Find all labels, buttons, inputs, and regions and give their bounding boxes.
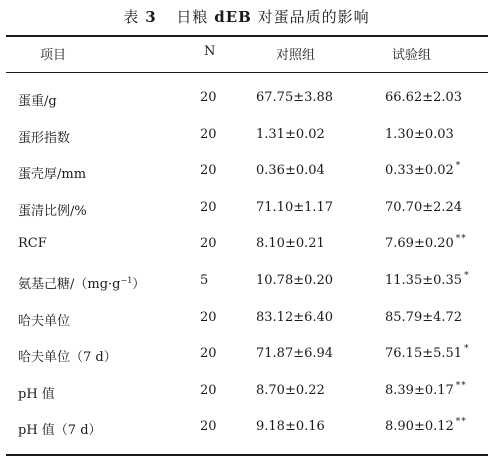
row-test-value: 0.33±0.02 (385, 163, 454, 179)
row-item-main: 氨基己糖/（mg·g (18, 276, 121, 292)
row-item: 哈夫单位 (18, 313, 71, 329)
table-top-rule (6, 35, 488, 37)
table-title-text-after: 对蛋品质的影响 (251, 8, 370, 26)
row-control: 71.10±1.17 (256, 199, 334, 215)
row-item: pH 值（7 d） (18, 423, 102, 439)
table-title-text-before: 日粮 (176, 8, 215, 26)
row-item-superscript: −1 (120, 275, 133, 285)
row-test-value: 66.62±2.03 (385, 90, 463, 105)
table-title-highlight: dEB (214, 8, 252, 26)
table-row (0, 236, 493, 273)
table-header-rule (6, 72, 488, 73)
row-n: 20 (200, 90, 217, 105)
row-item: 蛋壳厚/mm (18, 167, 87, 183)
row-n: 5 (200, 272, 209, 288)
header-item: 项目 (40, 48, 67, 63)
row-control: 67.75±3.88 (256, 90, 334, 105)
row-test-value: 7.69±0.20 (385, 236, 454, 252)
table-row (0, 200, 493, 237)
row-significance: ** (455, 417, 467, 428)
row-test-value: 70.70±2.24 (385, 199, 463, 215)
table-row (0, 270, 493, 310)
row-significance: * (464, 344, 470, 355)
row-item: 蛋形指数 (18, 130, 71, 146)
table-body (0, 90, 493, 456)
row-item: 哈夫单位（7 d） (18, 350, 117, 366)
row-test (385, 236, 467, 251)
row-test-value: 85.79±4.72 (385, 309, 463, 325)
table-row (0, 163, 493, 200)
row-significance: ** (455, 380, 467, 391)
row-significance: * (455, 161, 462, 172)
row-test (385, 346, 470, 361)
row-item-end: ） (132, 276, 146, 292)
row-test (385, 380, 467, 398)
table-number: 3 (145, 8, 157, 26)
row-n: 20 (200, 382, 217, 398)
table-row (0, 90, 493, 127)
table-row (0, 127, 493, 164)
row-test-value: 8.90±0.12 (385, 419, 454, 435)
row-test-value: 11.35±0.35 (385, 272, 463, 288)
row-item: 蛋清比例/% (18, 203, 87, 219)
row-n: 20 (200, 199, 217, 215)
header-control: 对照组 (276, 48, 316, 63)
table-title-prefix: 表 (123, 8, 140, 26)
row-test (385, 90, 464, 105)
header-n: N (204, 44, 216, 59)
row-test-value: 8.39±0.17 (385, 382, 454, 398)
row-n: 20 (200, 309, 217, 325)
row-control: 10.78±0.20 (256, 272, 334, 288)
row-test-value: 76.15±5.51 (385, 346, 463, 362)
row-item: RCF (18, 236, 47, 252)
row-control: 8.10±0.21 (256, 236, 325, 252)
row-n: 20 (200, 126, 217, 142)
row-n: 20 (200, 346, 217, 362)
row-n: 20 (200, 236, 217, 252)
row-item: pH 值 (18, 386, 55, 402)
row-significance: ** (455, 234, 467, 245)
row-test-value: 1.30±0.03 (385, 126, 454, 142)
row-item (18, 273, 145, 292)
table-row (0, 419, 493, 456)
row-control: 71.87±6.94 (256, 346, 334, 362)
row-significance: * (464, 270, 470, 281)
table-header-row (0, 44, 493, 64)
table-row (0, 380, 493, 420)
row-test (385, 310, 464, 325)
row-control: 83.12±6.40 (256, 309, 334, 325)
row-test (385, 200, 464, 215)
row-control: 0.36±0.04 (256, 163, 325, 179)
header-test: 试验组 (392, 48, 432, 63)
table-bottom-rule (6, 454, 488, 456)
row-test (385, 419, 467, 434)
row-test (385, 270, 470, 288)
row-control: 9.18±0.16 (256, 419, 325, 435)
table-title (0, 6, 493, 27)
row-item: 蛋重/g (18, 94, 57, 109)
row-control: 8.70±0.22 (256, 382, 325, 398)
row-control: 1.31±0.02 (256, 126, 325, 142)
table-row (0, 310, 493, 347)
row-test (385, 127, 456, 142)
row-test (385, 163, 461, 178)
row-n: 20 (200, 419, 217, 435)
table-row (0, 346, 493, 383)
row-n: 20 (200, 163, 217, 179)
